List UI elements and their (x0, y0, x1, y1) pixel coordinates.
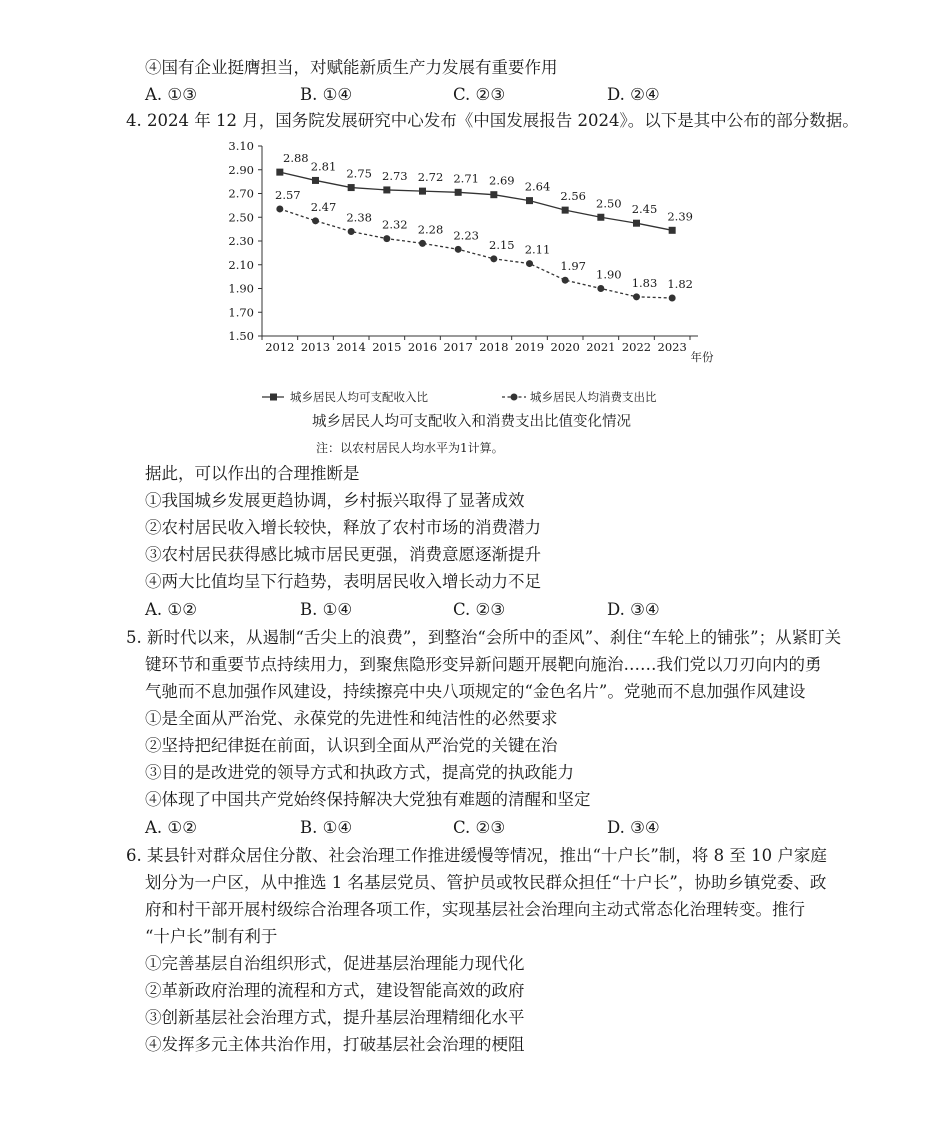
q4-stem: 4. 2024 年 12 月，国务院发展研究中心发布《中国发展报告 2024》。以下是其中公布的部分数据。 (126, 111, 859, 130)
data-label: 2.81 (310, 159, 337, 174)
q5-item-3: ③目的是改进党的领导方式和执政方式，提高党的执政能力 (145, 763, 574, 782)
q5-choices (145, 817, 765, 839)
x-tick-label: 2017 (443, 340, 473, 354)
data-point-circle (597, 285, 604, 292)
q6-item-3: ③创新基层社会治理方式，提升基层治理精细化水平 (145, 1008, 525, 1027)
x-tick-label: 2014 (336, 340, 366, 354)
data-point-square (526, 197, 533, 204)
data-point-circle (276, 205, 283, 212)
q5-stem-line-1: 5. 新时代以来，从遏制“舌尖上的浪费”，到整治“会所中的歪风”、刹住“车轮上的铺张”；从紧盯关 (126, 628, 842, 647)
data-label: 2.38 (346, 210, 372, 225)
data-label: 1.83 (631, 275, 658, 290)
data-point-circle (669, 295, 676, 302)
data-label: 2.15 (489, 237, 515, 252)
data-label: 1.82 (667, 277, 693, 291)
choice-c[interactable]: C. ②③ (453, 818, 506, 837)
data-point-square (562, 207, 569, 214)
data-point-square (597, 214, 604, 221)
data-label: 2.88 (283, 151, 309, 166)
data-label: 1.97 (560, 259, 586, 274)
q4-item-4: ④两大比值均呈下行趋势，表明居民收入增长动力不足 (145, 572, 541, 591)
data-point-circle (348, 228, 355, 235)
data-point-circle (633, 293, 640, 300)
q4-lead: 据此，可以作出的合理推断是 (145, 464, 360, 483)
q5-stem-line-3: 气驰而不息加强作风建设，持续擦亮中央八项规定的“金色名片”。党驰而不息加强作风建设 (145, 682, 806, 701)
data-label: 2.72 (417, 170, 444, 185)
y-tick-label: 1.90 (228, 281, 254, 296)
q4-item-1: ①我国城乡发展更趋协调，乡村振兴取得了显著成效 (145, 491, 525, 510)
choice-c[interactable]: C. ②③ (453, 600, 506, 619)
q6-stem-line-2: 划分为一户区，从中推选 1 名基层党员、管护员或牧民群众担任“十户长”，协助乡镇党委、政 (145, 873, 827, 892)
q4-item-3: ③农村居民获得感比城市居民更强，消费意愿逐渐提升 (145, 545, 541, 564)
chart-note: 注：以农村居民人均水平为1计算。 (316, 441, 504, 455)
data-label: 2.32 (382, 217, 408, 232)
data-label: 2.45 (631, 202, 658, 217)
choice-b[interactable]: B. ①④ (300, 818, 353, 837)
data-label: 2.57 (275, 187, 301, 202)
q3-choices (145, 84, 765, 106)
legend-label-consumption: 城乡居民人均消费支出比 (530, 390, 657, 404)
data-label: 2.56 (560, 189, 586, 204)
data-point-circle (526, 260, 533, 267)
data-point-square (348, 184, 355, 191)
q5-stem-line-2: 键环节和重要节点持续用力，到聚焦隐形变异新问题开展靶向施治……我们党以刀刃向内的勇 (145, 655, 822, 674)
data-point-square (383, 186, 390, 193)
series-line (280, 209, 672, 298)
y-tick-label: 2.50 (228, 210, 254, 225)
q6-item-1: ①完善基层自治组织形式，促进基层治理能力现代化 (145, 954, 525, 973)
x-tick-label: 2012 (265, 340, 295, 354)
choice-d[interactable]: D. ③④ (607, 818, 660, 837)
data-label: 2.39 (667, 209, 693, 224)
x-tick-label: 2016 (407, 340, 438, 354)
data-point-square (276, 169, 283, 176)
data-label: 2.71 (453, 171, 479, 186)
legend-marker-square (270, 394, 277, 401)
x-tick-label: 2021 (586, 340, 616, 354)
choice-a[interactable]: A. ①③ (145, 85, 197, 104)
x-tick-label: 2020 (550, 340, 580, 354)
q5-item-2: ②坚持把纪律挺在前面，认识到全面从严治党的关键在治 (145, 736, 558, 755)
q4-choices (145, 599, 765, 621)
data-label: 2.64 (524, 179, 551, 194)
data-point-circle (312, 217, 319, 224)
data-label: 2.50 (596, 196, 622, 211)
data-point-square (633, 220, 640, 227)
data-point-circle (419, 240, 426, 247)
choice-c[interactable]: C. ②③ (453, 85, 506, 104)
data-point-circle (490, 255, 497, 262)
data-label: 2.75 (346, 166, 372, 181)
data-point-circle (562, 277, 569, 284)
y-tick-label: 2.10 (228, 257, 254, 272)
x-tick-label: 2019 (514, 340, 545, 354)
y-tick-label: 1.50 (228, 329, 254, 343)
data-label: 2.47 (310, 199, 337, 214)
y-tick-label: 2.30 (228, 234, 254, 248)
q6-item-2: ②革新政府治理的流程和方式，建设智能高效的政府 (145, 981, 525, 1000)
choice-d[interactable]: D. ②④ (607, 85, 660, 104)
data-label: 2.23 (453, 228, 479, 243)
data-label: 2.11 (524, 242, 551, 257)
choice-a[interactable]: A. ①② (145, 818, 197, 837)
q5-item-1: ①是全面从严治党、永葆党的先进性和纯洁性的必然要求 (145, 709, 558, 728)
y-tick-label: 2.70 (228, 186, 254, 201)
q6-stem-line-3: 府和村干部开展村级综合治理各项工作，实现基层社会治理向主动式常态化治理转变。推行 (145, 900, 805, 919)
legend-label-income: 城乡居民人均可支配收入比 (290, 390, 428, 404)
data-point-circle (383, 235, 390, 242)
data-label: 2.28 (417, 222, 444, 237)
q4-item-2: ②农村居民收入增长较快，释放了农村市场的消费潜力 (145, 518, 541, 537)
chart-title: 城乡居民人均可支配收入和消费支出比值变化情况 (312, 414, 631, 430)
data-point-square (455, 189, 462, 196)
y-tick-label: 1.70 (228, 305, 254, 320)
y-tick-label: 3.10 (228, 139, 254, 153)
x-tick-label: 2023 (657, 340, 687, 354)
data-label: 1.90 (596, 267, 622, 282)
x-tick-label: 2022 (621, 340, 652, 354)
option-item-4-partial: ④国有企业挺膺担当，对赋能新质生产力发展有重要作用 (145, 58, 558, 77)
x-tick-label: 2015 (372, 340, 402, 354)
x-axis-label: 年份 (690, 350, 714, 364)
data-point-square (669, 227, 676, 234)
q6-item-4: ④发挥多元主体共治作用，打破基层社会治理的梗阻 (145, 1035, 525, 1054)
data-point-circle (455, 246, 462, 253)
x-tick-label: 2013 (300, 340, 331, 354)
data-label: 2.69 (489, 173, 515, 188)
data-point-square (312, 177, 319, 184)
x-tick-label: 2018 (479, 340, 509, 354)
choice-d[interactable]: D. ③④ (607, 600, 660, 619)
data-point-square (419, 188, 426, 195)
data-label: 2.73 (382, 168, 408, 183)
data-point-square (490, 191, 497, 198)
q5-item-4: ④体现了中国共产党始终保持解决大党独有难题的清醒和坚定 (145, 790, 591, 809)
choice-a[interactable]: A. ①② (145, 600, 197, 619)
q6-stem-line-4: “十户长”制有利于 (145, 927, 278, 946)
choice-b[interactable]: B. ①④ (300, 85, 353, 104)
y-tick-label: 2.90 (228, 162, 254, 177)
q6-stem-line-1: 6. 某县针对群众居住分散、社会治理工作推进缓慢等情况，推出“十户长”制，将 8 至 10 户家庭 (126, 846, 827, 865)
choice-b[interactable]: B. ①④ (300, 600, 353, 619)
legend-marker-circle (511, 394, 518, 401)
